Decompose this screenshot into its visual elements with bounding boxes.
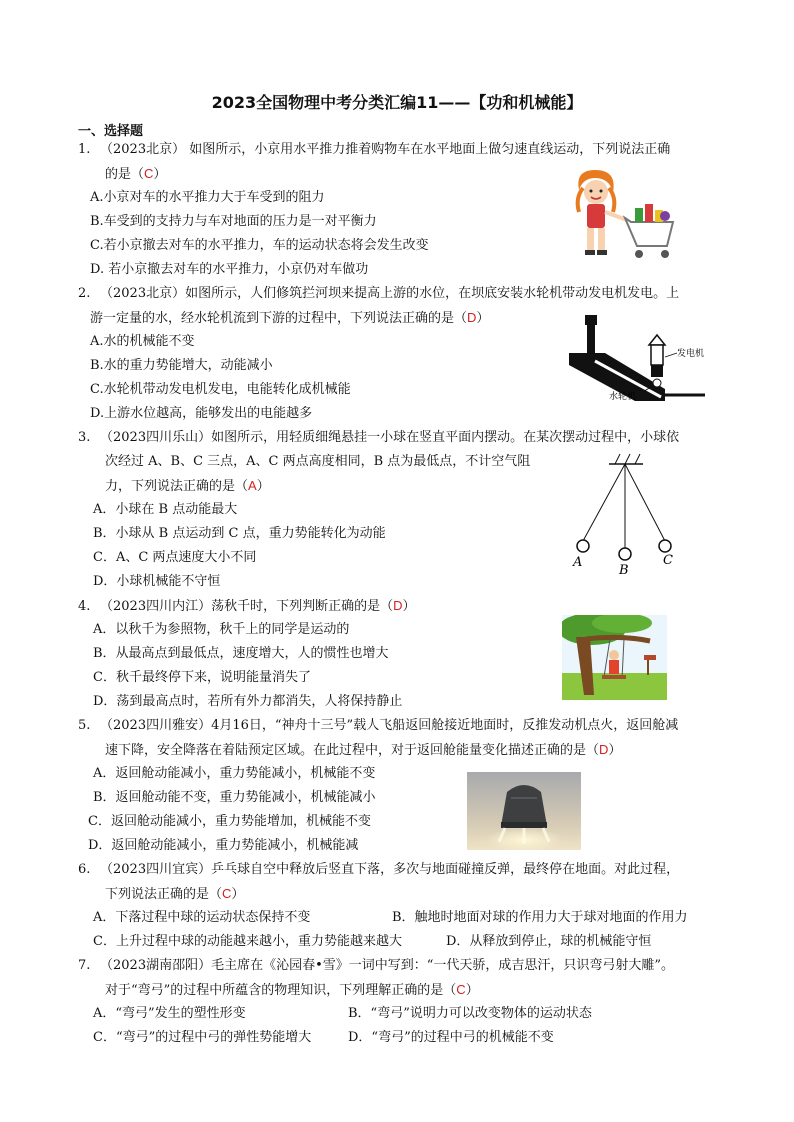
q5-option-b: B．返回舱动能不变，重力势能减小，机械能减小	[93, 790, 376, 805]
q4-stem: 4. （2023四川内江）荡秋千时，下列判断正确的是（D）	[78, 598, 416, 614]
q5-stem: 5. （2023四川雅安）4月16日，“神舟十三号”载人飞船返回舱接近地面时，反推发动机点火，返回舱减	[78, 718, 679, 733]
q7-option-c: C．“弯弓”的过程中弓的弹性势能增大	[93, 1030, 312, 1045]
q6-option-c: C．上升过程中球的动能越来越小，重力势能越来越大	[93, 934, 402, 949]
q7-option-d: D．“弯弓”的过程中弓的机械能不变	[348, 1030, 554, 1045]
q2-option-a: A.水的机械能不变	[90, 334, 195, 349]
q3-option-b: B．小球从 B 点运动到 C 点，重力势能转化为动能	[93, 526, 386, 541]
q6-stem: 6. （2023四川宜宾）乒乓球自空中释放后竖直下落，多次与地面碰撞反弹，最终停在地面。对此过程，	[78, 862, 680, 877]
q7-option-a: A．“弯弓”发生的塑性形变	[93, 1006, 246, 1021]
q5-option-a: A．返回舱动能减小，重力势能减小，机械能不变	[93, 766, 376, 781]
q1-option-c: C.若小京撤去对车的水平推力，车的运动状态将会发生改变	[90, 238, 429, 253]
q1-stem-cont: 的是（C）	[105, 166, 167, 182]
q5-option-c: C．返回舱动能减小，重力势能增加，机械能不变	[88, 814, 371, 829]
q2-option-d: D.上游水位越高，能够发出的电能越多	[90, 406, 313, 421]
q3-number: 3.	[78, 430, 91, 445]
point-a-label: A	[573, 555, 583, 570]
q7-stem-cont: 对于“弯弓”的过程中所蕴含的物理知识，下列理解正确的是（C）	[105, 982, 479, 998]
dam-figure	[565, 305, 715, 405]
q1-option-d: D. 若小京撤去对车的水平推力，小京仍对车做功	[90, 262, 369, 277]
q2-number: 2.	[78, 286, 91, 301]
q4-option-c: C．秋千最终停下来，说明能量消失了	[93, 670, 311, 685]
q5-option-d: D．返回舱动能减小，重力势能减小，机械能减	[88, 838, 359, 853]
turbine-label: 水轮机	[609, 392, 637, 402]
q3-stem: 3. （2023四川乐山）如图所示，用轻质细绳悬挂一小球在竖直平面内摆动。在某次摆动过程中，小球依	[78, 430, 680, 445]
q5-answer: D	[599, 742, 609, 757]
q2-stem: 2. （2023北京）如图所示，人们修筑拦河坝来提高上游的水位，在坝底安装水轮机带动发电机发电。上	[78, 286, 680, 301]
q5-stem-cont: 速下降，安全降落在着陆预定区域。在此过程中，对于返回舱能量变化描述正确的是（D）	[105, 742, 622, 758]
point-b-label: B	[619, 563, 629, 578]
q1-number: 1.	[78, 142, 91, 157]
swing-figure	[562, 615, 667, 700]
generator-label: 发电机	[677, 349, 705, 359]
point-c-label: C	[663, 553, 673, 568]
q4-number: 4.	[78, 599, 91, 614]
page-title: 2023全国物理中考分类汇编11——【功和机械能】	[211, 93, 583, 112]
shopping-cart-figure	[565, 168, 685, 268]
q4-option-b: B．从最高点到最低点，速度增大，人的惯性也增大	[93, 646, 389, 661]
q4-answer: D	[393, 598, 403, 613]
q2-option-c: C.水轮机带动发电机发电，电能转化成机械能	[90, 382, 351, 397]
q6-option-a: A．下落过程中球的运动状态保持不变	[93, 910, 311, 925]
q2-answer: D	[467, 310, 477, 325]
q7-stem: 7. （2023湖南邵阳）毛主席在《沁园春•雪》一词中写到：“一代天骄，成吉思汗，只识弯弓射大雕”。	[78, 958, 675, 973]
pendulum-figure	[565, 448, 685, 578]
q3-answer: A	[248, 478, 257, 493]
q2-option-b: B.水的重力势能增大，动能减小	[90, 358, 273, 373]
q1-option-b: B.车受到的支持力与车对地面的压力是一对平衡力	[90, 214, 377, 229]
q7-number: 7.	[78, 958, 91, 973]
q1-stem: 1. （2023北京） 如图所示，小京用水平推力推着购物车在水平地面上做匀速直线运动，下列说法正确	[78, 142, 671, 157]
q2-stem-cont: 游一定量的水，经水轮机流到下游的过程中，下列说法正确的是（D）	[90, 310, 490, 326]
q1-answer: C	[144, 166, 154, 181]
q6-option-b: B．触地时地面对球的作用力大于球对地面的作用力	[392, 910, 688, 925]
q1-option-a: A.小京对车的水平推力大于车受到的阻力	[90, 190, 325, 205]
q6-stem-cont: 下列说法正确的是（C）	[105, 886, 245, 902]
q3-option-a: A．小球在 B 点动能最大	[93, 502, 238, 517]
q7-answer: C	[456, 982, 466, 997]
q5-number: 5.	[78, 718, 91, 733]
q3-option-d: D．小球机械能不守恒	[93, 574, 221, 589]
section-heading: 一、选择题	[78, 124, 144, 139]
q4-option-d: D．荡到最高点时，若所有外力都消失，人将保持静止	[93, 694, 403, 709]
q6-option-d: D．从释放到停止，球的机械能守恒	[446, 934, 652, 949]
capsule-landing-figure	[467, 772, 581, 850]
q6-number: 6.	[78, 862, 91, 877]
q6-answer: C	[222, 886, 232, 901]
q7-option-b: B．“弯弓”说明力可以改变物体的运动状态	[348, 1006, 592, 1021]
q3-option-c: C．A、C 两点速度大小不同	[93, 550, 257, 565]
q4-option-a: A．以秋千为参照物，秋千上的同学是运动的	[93, 622, 350, 637]
q3-stem-cont2: 力，下列说法正确的是（A）	[105, 478, 270, 494]
q3-stem-cont: 次经过 A、B、C 三点，A、C 两点高度相同，B 点为最低点，不计空气阻	[105, 454, 531, 469]
